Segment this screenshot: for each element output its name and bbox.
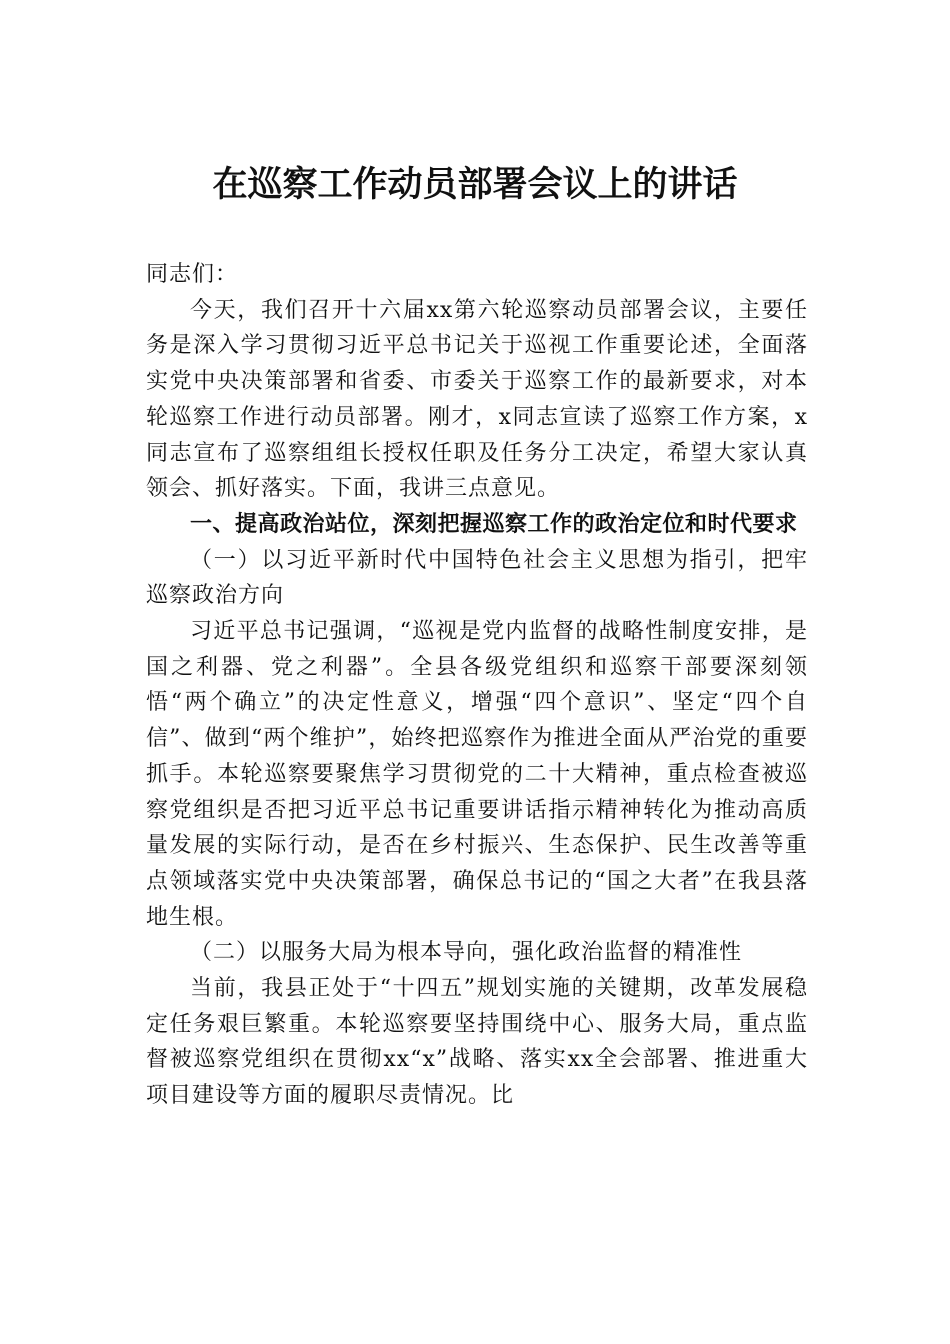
document-body [146,257,808,1114]
section-heading-1: 一、提高政治站位，深刻把握巡察工作的政治定位和时代要求 [190,511,798,537]
document-title: 在巡察工作动员部署会议上的讲话 [212,164,738,205]
subsection-body-2: 当前，我县正处于“十四五”规划实施的关键期，改革发展稳定任务艰巨繁重。本轮巡察要坚持围绕中心、服务大局，重点监督被巡察党组织在贯彻xx“x”战略、落实xx全会部署、推进重大项目建设等方面的履职尽责情况。比 [146,976,808,1109]
salutation: 同志们： [146,262,239,287]
subsection-body-1: 习近平总书记强调，“巡视是党内监督的战略性制度安排，是国之利器、党之利器”。全县各级党组织和巡察干部要深刻领悟“两个确立”的决定性意义，增强“四个意识”、坚定“四个自信”、做到“两个维护”，始终把巡察作为推进全面从严治党的重要抓手。本轮巡察要聚焦学习贯彻党的二十大精神，重点检查被巡察党组织是否把习近平总书记重要讲话指示精神转化为推动高质量发展的实际行动，是否在乡村振兴、生态保护、民生改善等重点领域落实党中央决策部署，确保总书记的“国之大者”在我县落地生根。 [146,619,808,930]
subsection-heading-1: （一）以习近平新时代中国特色社会主义思想为指引，把牢巡察政治方向 [146,547,808,609]
intro-paragraph: 今天，我们召开十六届xx第六轮巡察动员部署会议，主要任务是深入学习贯彻习近平总书记关于巡视工作重要论述，全面落实党中央决策部署和省委、市委关于巡察工作的最新要求，对本轮巡察工作进行动员部署。刚才，x同志宣读了巡察工作方案，x同志宣布了巡察组组长授权任职及任务分工决定，希望大家认真领会、抓好落实。下面，我讲三点意见。 [146,297,808,502]
subsection-heading-2: （二）以服务大局为根本导向，强化政治监督的精准性 [190,940,743,966]
